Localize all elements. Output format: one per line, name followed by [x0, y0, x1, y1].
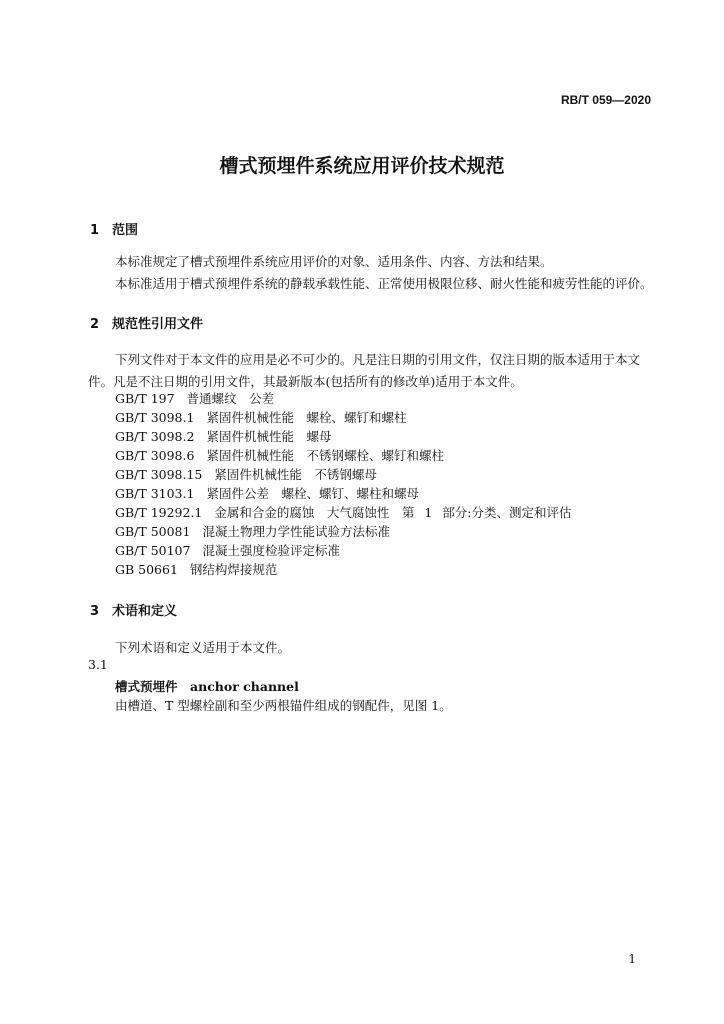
reference-code: GB/T 50081 — [115, 524, 191, 539]
document-title: 槽式预埋件系统应用评价技术规范 — [219, 155, 505, 177]
reference-item — [115, 427, 331, 445]
section-number: 2 — [90, 317, 100, 332]
reference-code: GB/T 3098.1 — [115, 410, 195, 425]
reference-code: GB/T 3098.6 — [115, 448, 195, 463]
page-number: 1 — [628, 952, 636, 966]
reference-name: 紧固件机械性能 不锈钢螺母 — [214, 467, 377, 482]
reference-name: 混凝土强度检验评定标准 — [202, 543, 340, 558]
paragraph: 下列术语和定义适用于本文件。 — [115, 640, 291, 655]
reference-code: GB/T 3098.15 — [115, 467, 203, 482]
reference-name: 紧固件机械性能 螺母 — [206, 429, 332, 444]
reference-item — [115, 522, 390, 540]
section-title: 术语和定义 — [112, 604, 178, 619]
term-name: 槽式预埋件 anchor channel — [115, 679, 299, 694]
section-1-heading — [90, 219, 138, 238]
term-number: 3.1 — [88, 657, 108, 672]
reference-code: GB/T 19292.1 — [115, 505, 203, 520]
reference-item — [115, 560, 277, 578]
reference-item — [115, 408, 406, 426]
reference-item — [115, 389, 274, 407]
reference-code: GB/T 50107 — [115, 543, 191, 558]
section-3-heading — [90, 600, 177, 619]
section-number: 3 — [90, 604, 100, 619]
paragraph: 件。凡是不注日期的引用文件，其最新版本(包括所有的修改单)适用于本文件。 — [88, 374, 523, 389]
reference-code: GB 50661 — [115, 562, 178, 577]
reference-name: 紧固件公差 螺栓、螺钉、螺柱和螺母 — [206, 486, 419, 501]
paragraph: 本标准适用于槽式预埋件系统的静载承载性能、正常使用极限位移、耐火性能和疲劳性能的评价。 — [115, 276, 653, 291]
reference-name: 混凝土物理力学性能试验方法标准 — [202, 524, 390, 539]
reference-name: 普通螺纹 公差 — [186, 391, 275, 406]
section-2-heading — [90, 313, 203, 332]
reference-name: 紧固件机械性能 螺栓、螺钉和螺柱 — [206, 410, 407, 425]
standard-code: RB/T 059—2020 — [560, 93, 651, 107]
reference-item — [115, 503, 572, 521]
reference-item — [115, 484, 419, 502]
paragraph: 本标准规定了槽式预埋件系统应用评价的对象、适用条件、内容、方法和结果。 — [115, 254, 553, 269]
reference-code: GB/T 3098.2 — [115, 429, 195, 444]
section-number: 1 — [90, 223, 100, 238]
reference-name: 钢结构焊接规范 — [189, 562, 278, 577]
reference-name: 金属和合金的腐蚀 大气腐蚀性 第 1 部分:分类、测定和评估 — [214, 505, 572, 520]
reference-code: GB/T 197 — [115, 391, 175, 406]
reference-item — [115, 465, 377, 483]
paragraph: 下列文件对于本文件的应用是必不可少的。凡是注日期的引用文件，仅注日期的版本适用于本文 — [115, 352, 641, 367]
reference-name: 紧固件机械性能 不锈钢螺栓、螺钉和螺柱 — [206, 448, 444, 463]
reference-item — [115, 541, 340, 559]
reference-item — [115, 446, 444, 464]
section-title: 规范性引用文件 — [112, 317, 204, 332]
reference-code: GB/T 3103.1 — [115, 486, 195, 501]
term-definition: 由槽道、T 型螺栓副和至少两根锚件组成的钢配件，见图 1。 — [115, 698, 452, 713]
section-title: 范围 — [112, 223, 139, 238]
